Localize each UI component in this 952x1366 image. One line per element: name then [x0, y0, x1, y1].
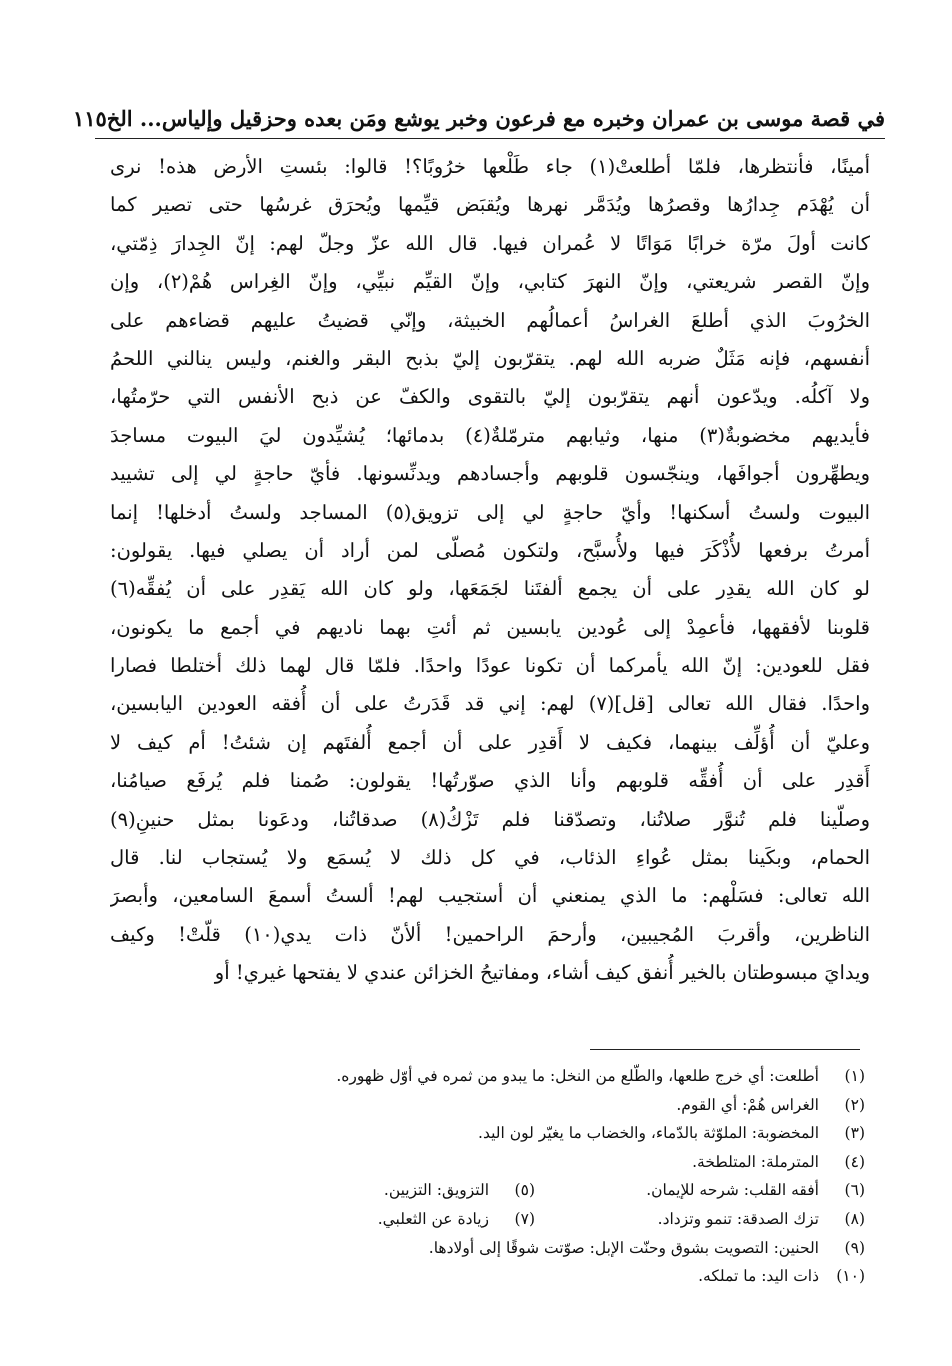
footnote-number: (٥): [514, 1181, 535, 1200]
footnote: [535, 1176, 865, 1205]
footnote-number: (٧): [514, 1209, 535, 1228]
footnote-number: (٩): [844, 1238, 865, 1257]
footnote-line: [250, 1234, 865, 1263]
body-line: وعليّ أن أُؤلِّف بينهما، فكيف لا أَقدِر على أن أجمع أُلفتَهم إن شئتُ! أم كيف لا: [110, 730, 870, 754]
footnote-text: ذات اليد: ما تملكه.: [698, 1267, 819, 1286]
footnote: [698, 1262, 865, 1291]
body-line: الحمام، وبكَينا بمثل عُواءِ الذئاب، في كل ذلك لا يُسمَع ولا يُستجاب لنا. قال: [110, 846, 870, 870]
body-line: وصلّينا فلم تُنوَّر صلاتُنا، وتصدّقنا فلم تَزْكُ(٨) صدقاتُنا، ودعَونا بمثل حنينِ(٩): [110, 807, 870, 831]
footnote-text: الغراس هُمْ: أي القوم.: [676, 1095, 819, 1114]
footnote-line: [250, 1205, 865, 1234]
footnote-text: أفقه القلب: شرحه للإيمان.: [646, 1181, 819, 1200]
footnote-number: (٢): [844, 1095, 865, 1114]
footnote-number: (٦): [844, 1181, 865, 1200]
footnote-line: [250, 1148, 865, 1177]
footnote-number: (٤): [844, 1152, 865, 1171]
footnote: [336, 1062, 865, 1091]
footnote: [676, 1091, 865, 1120]
footnote: [478, 1119, 865, 1148]
body-line: الله تعالى: فسَلْهم: ما الذي يمنعني أن أستجيب لهم! ألستُ أسمعَ السامعين، وأبصرَ: [110, 884, 870, 908]
body-line: قلوبنا لأفقهها، فأعمِدْ إلى عُودين يابسين ثم أئتِ بهما ناديهم في أجمع ما يكونون،: [110, 615, 870, 639]
footnote-line: [250, 1262, 865, 1291]
footnote-text: تزك الصدقة: تنمو وتزداد.: [657, 1209, 819, 1228]
footnote: [384, 1176, 535, 1205]
body-line: فقل للعودين: إنّ الله يأمركما أن تكونا عودًا واحدًا. فلمّا قال لهما ذلك أختلطا فصارا: [110, 654, 870, 678]
body-line: فأيديهم مخضوبةٌ(٣) منها، وثيابهم مترمّلةٌ(٤) بدمائها؛ يُشيِّدون ليَ البيوت مساجدَ: [110, 423, 870, 447]
footnote-number: (٣): [844, 1124, 865, 1143]
footnote: [692, 1148, 865, 1177]
footnote-text: زيادة عن الثعلبي.: [377, 1209, 489, 1228]
body-line: وإنّ القصر شريعتي، وإنّ النهرَ كتابي، وإنّ القيِّم نبيِّي، وإنّ الغِراس هُمْ(٢)، وإن: [110, 270, 870, 294]
footnote-text: التزويق: التزيين.: [383, 1181, 489, 1200]
body-line: أنفسهم، فإنه مَثَلٌ ضربه الله لهم. يتقرّبون إليّ بذبح البقر والغنم، وليس ينالني اللحمُ: [110, 346, 870, 370]
header-title: في قصة موسى بن عمران وخبره مع فرعون وخبر يوشع ومَن بعده وحزقيل وإلياس... الخ: [106, 105, 885, 131]
footnote-line: [250, 1119, 865, 1148]
header-rule: [95, 138, 885, 139]
footnote-text: المخضوبة: الملوّثة بالدّماء، والخضاب ما يغيّر لون اليد.: [478, 1124, 819, 1143]
body-line: أمينًا، فأنتظرها، فلمّا أطلعتْ(١) جاء طَلْعها خرُوبًا؟! قالوا: بئستِ الأرض هذه! نرى: [110, 155, 870, 178]
footnote-separator: [590, 1049, 860, 1050]
body-line: أن يُهْدَم جِدارُها وقصرُها ويُدَمَّر نهرها ويُقبَض قيِّمها ويُحرَق غرسُها حتى تصير كما: [110, 193, 870, 217]
footnote-number: (١): [844, 1067, 865, 1085]
body-line: أمرتُ برفعها لأُذْكَرَ فيها ولأُسبَّح، ولتكون مُصلّى لمن أراد أن يصلي فيها. يقولون:: [110, 538, 870, 562]
body-line: كانت أولَ مرّة خرابًا مَوَاتًا لا عُمران فيها. قال الله عزّ وجلّ لهم: إنّ الجِدارَ ذِمّتي،: [110, 231, 870, 255]
footnote-text: المترملة: المتلطخة.: [692, 1152, 819, 1171]
body-line: لو كان الله يقدِر على أن يجمع ألفتَنا لجَمَعَها، ولو كان الله يَقدِر على أن يُفقِّه(٦): [110, 577, 870, 601]
footnote-line: [250, 1091, 865, 1120]
footnote-text: الحنين: التصويت بشوق وحنّت الإبل: صوّتت شوقًا إلى أولادها.: [428, 1238, 819, 1257]
body-line: أَقدِر على أن أُفقِّه قلوبهم وأنا الذي صوّرتُها! يقولون: صُمنا فلم يُرفَع صيامُنا،: [110, 769, 870, 793]
page-number: ١١٥: [72, 105, 107, 131]
footnote-number: (١٠): [836, 1267, 865, 1286]
footnote-number: (٨): [844, 1209, 865, 1228]
footnotes: [250, 1062, 865, 1291]
footnote: [429, 1234, 865, 1263]
body-line: الخرُوبَ الذي أطلعَ الغراسُ أعمالُهم الخبيثة، وإنّي قضيتُ عليهم قضاءهم على: [110, 308, 870, 332]
footnote-text: أطلعت: أي خرج طلعها، والطّلع من النخل: ما يبدو من ثمره في أوّل ظهوره.: [336, 1067, 819, 1085]
footnote: [535, 1205, 865, 1234]
body-line: ويطهِّرون أجوافَها، وينجّسون قلوبهم وأجسادهم ويدنِّسونها. فأيّ حاجةٍ لي إلى تشييد: [110, 462, 870, 486]
body-line: الناظرين، وأقربَ المُجيبين، وأرحمَ الراحمين! ألأنّ ذات يدي(١٠) قلّتْ! وكيف: [110, 922, 870, 946]
body-line: ويدايَ مبسوطتان بالخير أُنفق كيف أشاء، ومفاتيحُ الخزائن عندي لا يفتحها غيري! أو: [214, 961, 870, 985]
footnote: [378, 1205, 535, 1234]
running-header: [72, 98, 885, 138]
body-line: ولا آكلُه. ويدّعون أنهم يتقرّبون إليّ بالتقوى والكفّ عن ذبح الأنفس التي حرّمتُها،: [110, 385, 870, 409]
footnote-line: [250, 1176, 865, 1205]
body-text: [110, 148, 870, 993]
footnote-line: [250, 1062, 865, 1091]
body-line: واحدًا. فقال الله تعالى [قل](٧) لهم: إني قد قَدَرتُ على أن أُفقه العودين اليابسين،: [110, 692, 870, 716]
body-line: البيوت ولستُ أسكنها! وأيّ حاجةٍ لي إلى تزويق(٥) المساجد ولستُ أدخلها! إنما: [110, 500, 870, 524]
